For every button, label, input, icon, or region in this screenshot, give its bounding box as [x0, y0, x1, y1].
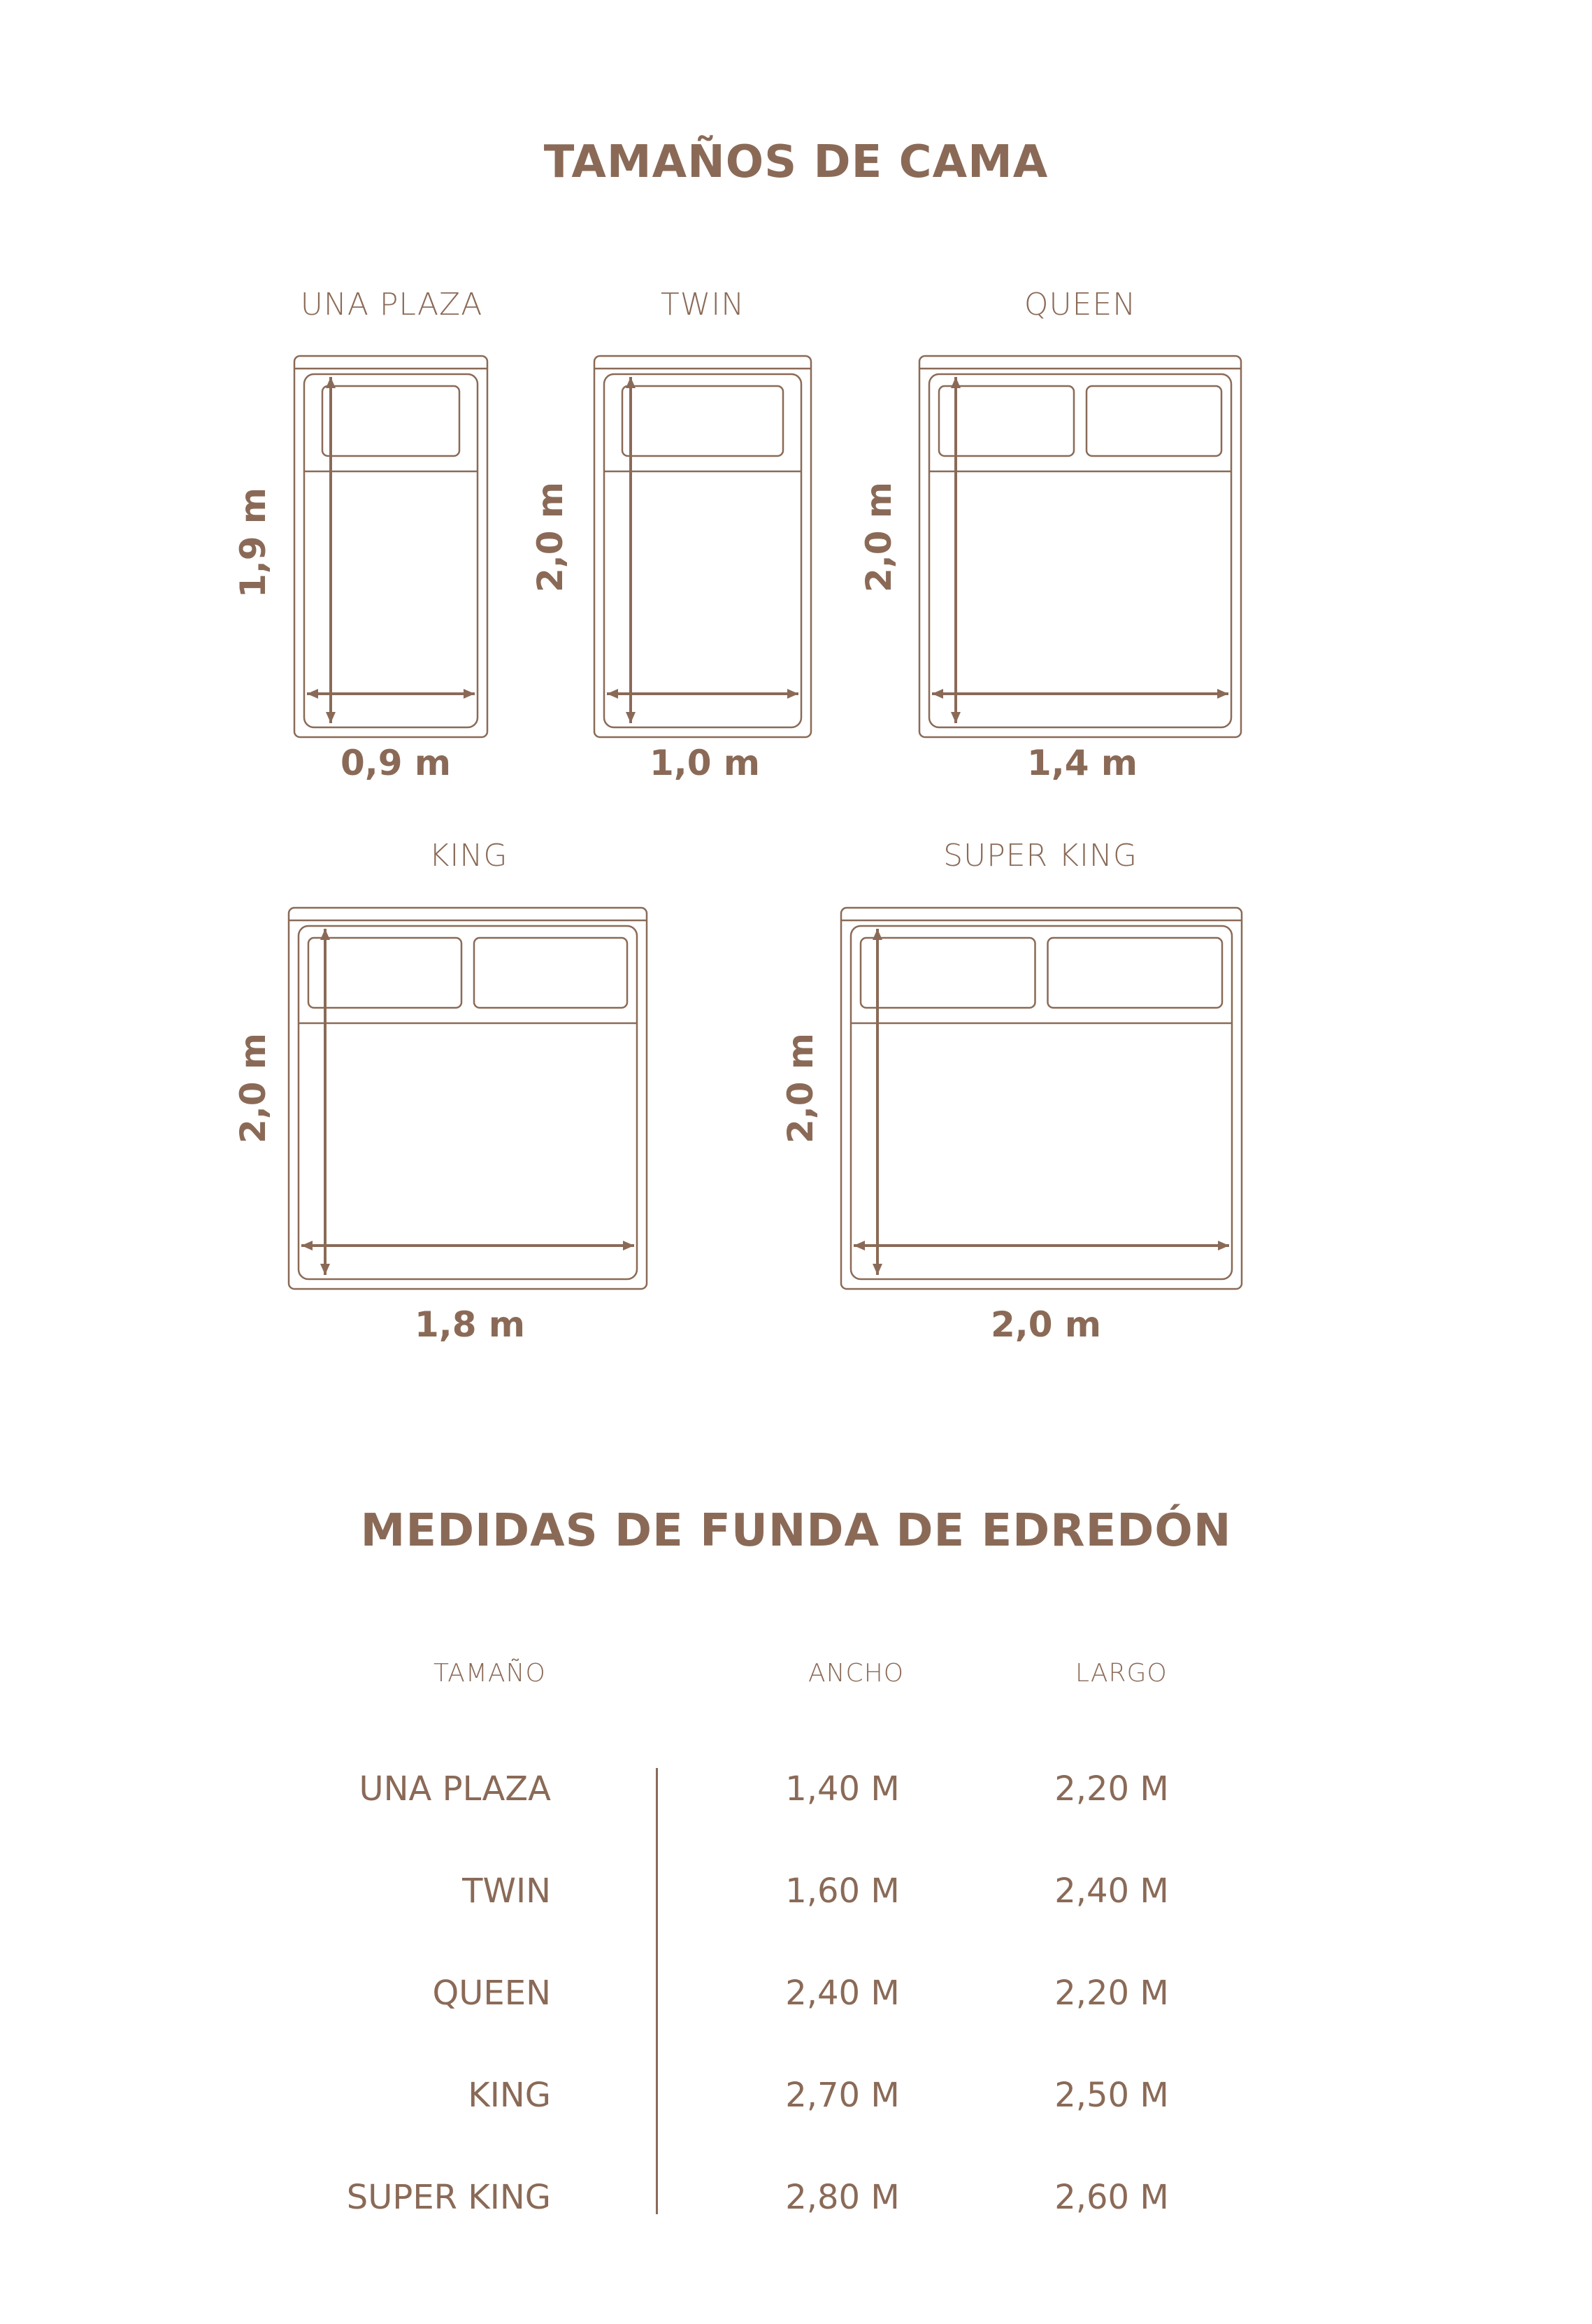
bed-label-twin: TWIN	[660, 287, 745, 322]
row-width: 1,60 M	[785, 1872, 900, 1911]
bed-frame	[919, 356, 1241, 737]
bed-diagram-twin	[594, 356, 811, 737]
arrow-head	[626, 377, 636, 388]
bed-frame	[294, 356, 487, 737]
arrow-head	[1217, 689, 1228, 699]
row-length: 2,40 M	[1054, 1872, 1169, 1911]
pillow	[861, 938, 1035, 1008]
arrow-head	[951, 377, 961, 388]
mattress	[604, 374, 801, 727]
row-size: QUEEN	[432, 1974, 551, 2013]
bed-width-super-king: 2,0 m	[990, 1304, 1102, 1345]
bed-length-king: 2,0 m	[233, 1032, 273, 1144]
pillow	[1087, 386, 1221, 456]
bed-length-una-plaza: 1,9 m	[233, 487, 273, 599]
bed-sizes-title: TAMAÑOS DE CAMA	[543, 136, 1049, 188]
row-width: 2,40 M	[785, 1974, 900, 2013]
pillow	[474, 938, 627, 1008]
bed-frame	[289, 908, 647, 1289]
arrow-head	[326, 377, 336, 388]
header-length: LARGO	[1075, 1659, 1168, 1688]
bed-frame	[841, 908, 1242, 1289]
row-width: 2,80 M	[785, 2178, 900, 2217]
pillow	[322, 386, 459, 456]
arrow-head	[301, 1241, 313, 1250]
row-size: UNA PLAZA	[359, 1769, 551, 1809]
row-length: 2,50 M	[1054, 2076, 1169, 2115]
row-length: 2,60 M	[1054, 2178, 1169, 2217]
bed-label-una-plaza: UNA PLAZA	[300, 287, 483, 322]
arrow-head	[607, 689, 618, 699]
bed-diagram-queen	[919, 356, 1241, 737]
arrow-head	[787, 689, 798, 699]
bed-diagram-una-plaza	[294, 356, 487, 737]
arrow-head	[464, 689, 475, 699]
arrow-head	[873, 1264, 882, 1275]
row-width: 2,70 M	[785, 2076, 900, 2115]
pillow	[622, 386, 783, 456]
header-width: ANCHO	[808, 1659, 905, 1688]
arrow-head	[854, 1241, 865, 1250]
bed-diagram-super-king	[841, 908, 1242, 1289]
arrow-head	[873, 929, 882, 940]
bed-width-twin: 1,0 m	[649, 743, 761, 783]
bed-length-queen: 2,0 m	[859, 481, 899, 593]
bed-label-super-king: SUPER KING	[943, 838, 1138, 874]
bed-frame	[594, 356, 811, 737]
row-length: 2,20 M	[1054, 1769, 1169, 1809]
row-size: SUPER KING	[346, 2178, 551, 2217]
arrow-head	[932, 689, 943, 699]
arrow-head	[626, 712, 636, 723]
row-length: 2,20 M	[1054, 1974, 1169, 2013]
row-size: KING	[468, 2076, 551, 2115]
arrow-head	[623, 1241, 634, 1250]
bed-width-una-plaza: 0,9 m	[340, 743, 452, 783]
mattress	[929, 374, 1231, 727]
bed-label-queen: QUEEN	[1024, 287, 1137, 322]
duvet-title: MEDIDAS DE FUNDA DE EDREDÓN	[360, 1505, 1232, 1557]
arrow-head	[320, 929, 330, 940]
header-size: TAMAÑO	[433, 1659, 546, 1688]
arrow-head	[307, 689, 318, 699]
mattress	[299, 926, 637, 1279]
bed-length-twin: 2,0 m	[530, 481, 571, 593]
row-size: TWIN	[462, 1872, 551, 1911]
pillow	[1048, 938, 1223, 1008]
bed-width-queen: 1,4 m	[1026, 743, 1138, 783]
table-divider	[656, 1768, 658, 2214]
bed-label-king: KING	[429, 838, 508, 874]
bed-length-super-king: 2,0 m	[780, 1032, 821, 1144]
bed-diagram-king	[289, 908, 647, 1289]
arrow-head	[1218, 1241, 1229, 1250]
arrow-head	[951, 712, 961, 723]
bed-width-king: 1,8 m	[414, 1304, 526, 1345]
pillow	[939, 386, 1074, 456]
arrow-head	[320, 1264, 330, 1275]
arrow-head	[326, 712, 336, 723]
pillow	[308, 938, 461, 1008]
mattress	[851, 926, 1232, 1279]
row-width: 1,40 M	[785, 1769, 900, 1809]
